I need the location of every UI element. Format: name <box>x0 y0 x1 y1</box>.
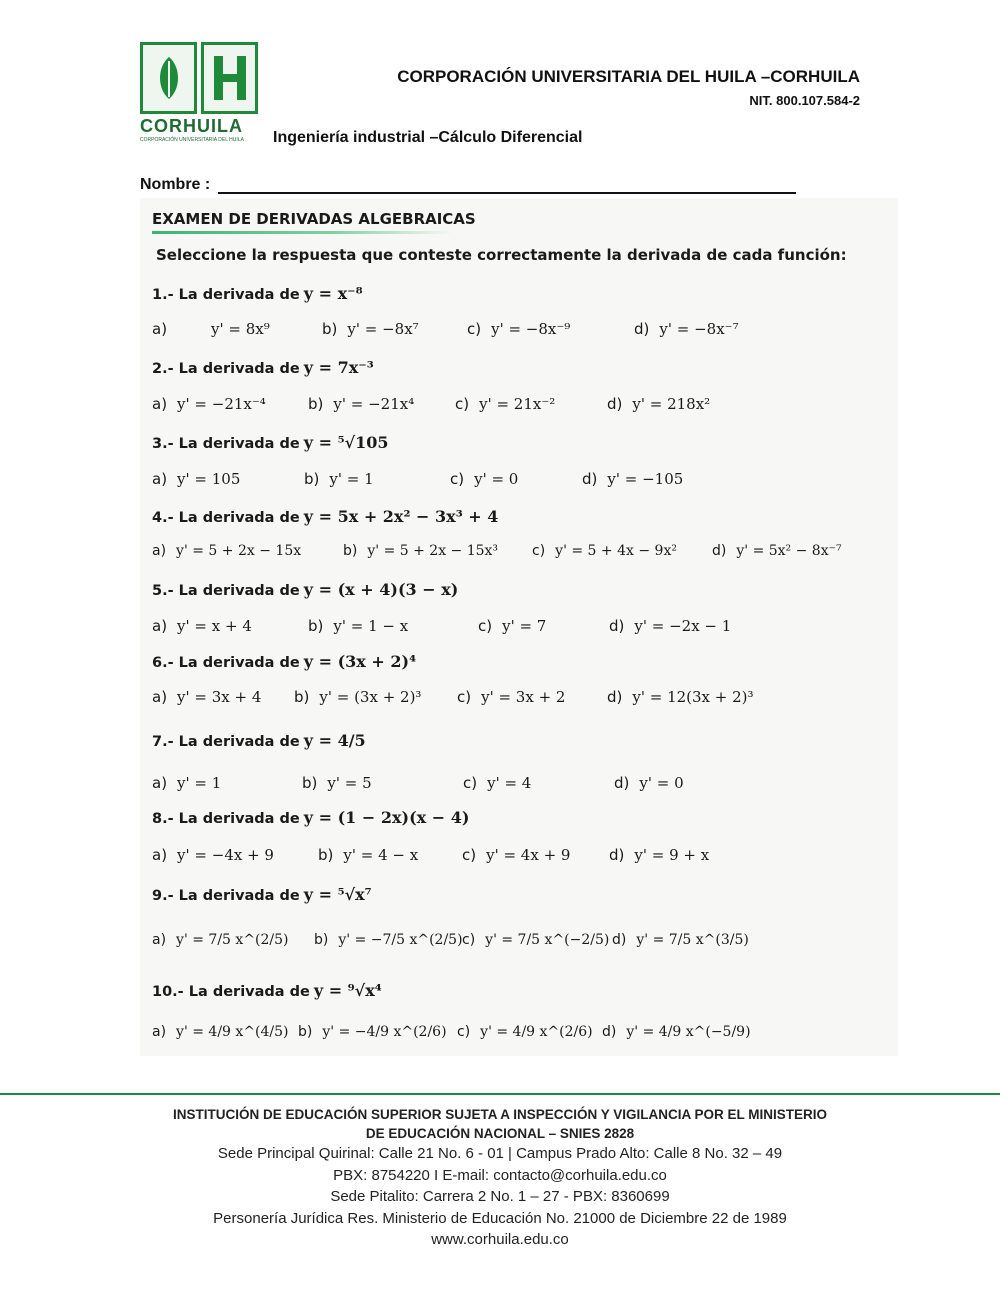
logo-emblem <box>140 42 258 114</box>
option-d[interactable]: d) y' = −105 <box>582 470 684 488</box>
option-d[interactable]: d) y' = 7/5 x^(3/5) <box>612 932 749 948</box>
name-field-row <box>140 176 796 194</box>
logo-subtitle: CORPORACIÓN UNIVERSITARIA DEL HUILA <box>140 137 244 143</box>
corhuila-logo <box>140 42 260 143</box>
footer-pitalito: Sede Pitalito: Carrera 2 No. 1 – 27 - PBX: 8360699 <box>330 1188 670 1205</box>
question-3 <box>152 433 389 452</box>
question-label: 10.- La derivada de <box>152 984 310 1000</box>
exam-sheet <box>140 198 898 1056</box>
option-d[interactable]: d) y' = 4/9 x^(−5/9) <box>602 1024 751 1040</box>
option-a[interactable]: a) y' = x + 4 <box>152 617 252 635</box>
option-b[interactable]: b) y' = −4/9 x^(2/6) <box>298 1024 447 1040</box>
footer-legal: Personería Jurídica Res. Ministerio de Educación No. 21000 de Diciembre 22 de 1989 <box>213 1209 787 1227</box>
question-label: 8.- La derivada de <box>152 811 300 827</box>
question-4 <box>152 507 498 526</box>
question-1 <box>152 284 363 303</box>
option-c[interactable]: c) y' = 21x⁻² <box>455 395 556 413</box>
option-b[interactable]: b) y' = −7/5 x^(2/5) <box>314 932 463 948</box>
option-c[interactable]: c) y' = 7 <box>478 617 547 635</box>
question-function: y = 5x + 2x² − 3x³ + 4 <box>303 507 499 526</box>
option-c[interactable]: c) y' = 0 <box>450 470 519 488</box>
option-c[interactable]: c) y' = 4/9 x^(2/6) <box>457 1024 593 1040</box>
option-a[interactable]: a) y' = 8x⁹ <box>152 320 270 338</box>
question-label: 9.- La derivada de <box>152 888 300 904</box>
question-label: 5.- La derivada de <box>152 583 300 599</box>
exam-instruction: Seleccione la respuesta que conteste correctamente la derivada de cada función: <box>156 246 847 264</box>
option-c[interactable]: c) y' = −8x⁻⁹ <box>467 320 571 338</box>
question-8 <box>152 808 469 827</box>
logo-h-icon <box>201 42 258 114</box>
course-title: Ingeniería industrial –Cálculo Diferencial <box>273 129 583 146</box>
option-a[interactable]: a) y' = −4x + 9 <box>152 846 274 864</box>
option-a[interactable]: a) y' = 4/9 x^(4/5) <box>152 1024 289 1040</box>
logo-leaf-icon <box>140 42 197 114</box>
institution-title: CORPORACIÓN UNIVERSITARIA DEL HUILA –CORHUILA <box>397 67 860 86</box>
option-d[interactable]: d) y' = 218x² <box>607 395 711 413</box>
question-5 <box>152 580 458 599</box>
question-function: y = (1 − 2x)(x − 4) <box>303 808 470 827</box>
name-label: Nombre : <box>140 176 211 193</box>
option-b[interactable]: b) y' = (3x + 2)³ <box>294 688 422 706</box>
option-b[interactable]: b) y' = 5 <box>302 774 372 792</box>
question-function: y = ⁵√105 <box>303 433 389 452</box>
footer-divider <box>0 1093 1000 1095</box>
logo-wordmark: CORHUILA <box>140 116 243 136</box>
question-function: y = x⁻⁸ <box>303 284 363 303</box>
footer-address: Sede Principal Quirinal: Calle 21 No. 6 - 01 | Campus Prado Alto: Calle 8 No. 32 – 49 <box>217 1145 783 1162</box>
question-function: y = (3x + 2)⁴ <box>303 652 417 671</box>
question-6 <box>152 652 416 671</box>
option-b[interactable]: b) y' = 4 − x <box>318 846 419 864</box>
exam-title: EXAMEN DE DERIVADAS ALGEBRAICAS <box>152 210 476 228</box>
question-label: 4.- La derivada de <box>152 510 300 526</box>
question-10 <box>152 981 382 1000</box>
option-b[interactable]: b) y' = 5 + 2x − 15x³ <box>343 543 499 559</box>
option-a[interactable]: a) y' = 105 <box>152 470 241 488</box>
option-a[interactable]: a) y' = 3x + 4 <box>152 688 262 706</box>
option-d[interactable]: d) y' = 12(3x + 2)³ <box>607 688 754 706</box>
option-a[interactable]: a) y' = −21x⁻⁴ <box>152 395 266 413</box>
option-a[interactable]: a) y' = 5 + 2x − 15x <box>152 543 302 559</box>
option-b[interactable]: b) y' = −21x⁴ <box>308 395 415 413</box>
question-label: 3.- La derivada de <box>152 436 300 452</box>
question-function: y = (x + 4)(3 − x) <box>303 580 459 599</box>
exam-title-underline <box>152 231 452 234</box>
question-label: 2.- La derivada de <box>152 361 300 377</box>
footer-line-2: DE EDUCACIÓN NACIONAL – SNIES 2828 <box>365 1126 635 1141</box>
footer-contact: PBX: 8754220 I E-mail: contacto@corhuila.edu.co <box>333 1166 667 1184</box>
footer-website-link[interactable]: www.corhuila.edu.co <box>431 1231 569 1248</box>
name-input-line[interactable] <box>218 177 796 194</box>
option-b[interactable]: b) y' = 1 − x <box>308 617 409 635</box>
option-d[interactable]: d) y' = 9 + x <box>609 846 710 864</box>
option-d[interactable]: d) y' = 0 <box>614 774 684 792</box>
question-label: 7.- La derivada de <box>152 734 300 750</box>
footer-line-1: INSTITUCIÓN DE EDUCACIÓN SUPERIOR SUJETA A INSPECCIÓN Y VIGILANCIA POR EL MINISTERIO <box>172 1107 828 1122</box>
option-a[interactable]: a) y' = 7/5 x^(2/5) <box>152 932 289 948</box>
question-function: y = ⁵√x⁷ <box>303 885 372 904</box>
option-d[interactable]: d) y' = −8x⁻⁷ <box>634 320 739 338</box>
option-d[interactable]: d) y' = 5x² − 8x⁻⁷ <box>712 543 842 559</box>
option-b[interactable]: b) y' = −8x⁷ <box>322 320 419 338</box>
page-footer <box>0 1105 1000 1251</box>
question-function: y = 7x⁻³ <box>303 358 374 377</box>
option-d[interactable]: d) y' = −2x − 1 <box>609 617 732 635</box>
option-a[interactable]: a) y' = 1 <box>152 774 222 792</box>
institution-nit: NIT. 800.107.584-2 <box>749 93 860 108</box>
question-9 <box>152 885 372 904</box>
option-c[interactable]: c) y' = 4x + 9 <box>462 846 571 864</box>
question-7 <box>152 731 366 750</box>
option-c[interactable]: c) y' = 7/5 x^(−2/5) <box>462 932 610 948</box>
option-c[interactable]: c) y' = 3x + 2 <box>457 688 566 706</box>
question-label: 6.- La derivada de <box>152 655 300 671</box>
option-c[interactable]: c) y' = 4 <box>463 774 532 792</box>
option-b[interactable]: b) y' = 1 <box>304 470 374 488</box>
question-function: y = 4/5 <box>303 731 366 750</box>
question-function: y = ⁹√x⁴ <box>313 981 382 1000</box>
option-c[interactable]: c) y' = 5 + 4x − 9x² <box>532 543 677 559</box>
question-label: 1.- La derivada de <box>152 287 300 303</box>
question-2 <box>152 358 374 377</box>
